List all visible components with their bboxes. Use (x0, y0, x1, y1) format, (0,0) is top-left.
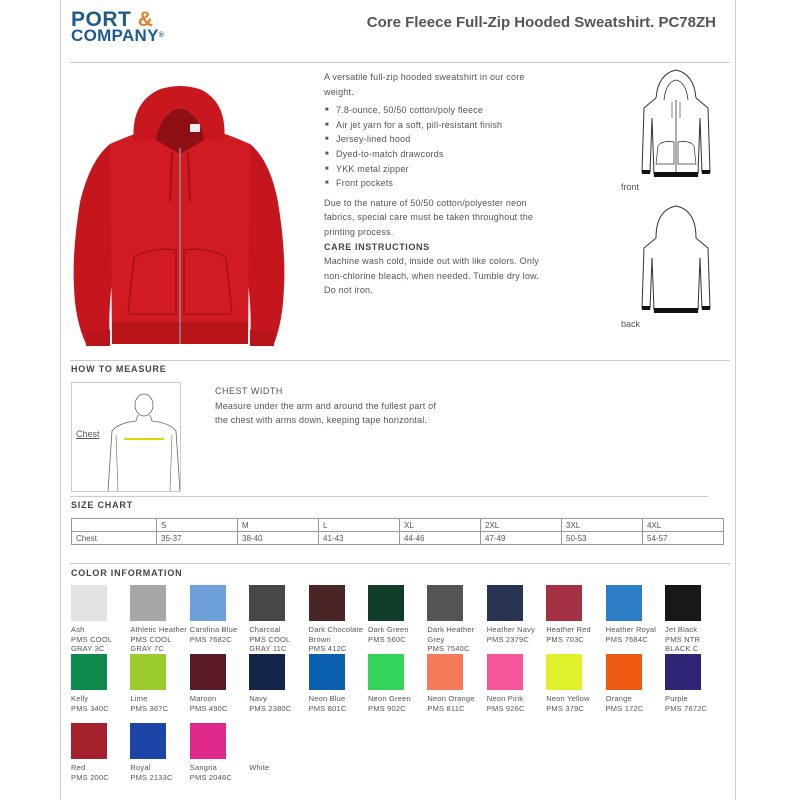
color-name: Neon Yellow (546, 694, 590, 703)
color-name: Ash (71, 625, 85, 634)
color-name: Heather Royal (605, 625, 657, 634)
color-label (427, 625, 489, 654)
color-label (130, 763, 192, 782)
color-pms: PMS 200C (71, 772, 109, 782)
color-pms: PMS 703C (546, 634, 585, 644)
color-swatch (487, 585, 523, 621)
back-label: back (621, 319, 641, 329)
back-flat-sketch (640, 204, 712, 318)
color-label (546, 625, 608, 644)
how-to-measure-title: HOW TO MEASURE (71, 364, 167, 374)
color-name: Maroon (189, 694, 217, 703)
divider (70, 360, 730, 361)
color-label (249, 763, 311, 773)
color-name: Neon Green (368, 694, 411, 703)
color-swatch (309, 654, 345, 690)
color-pms: PMS 2046C (189, 772, 233, 782)
color-pms: PMS 2133C (130, 772, 173, 782)
color-swatch (71, 723, 107, 759)
color-name: Red (71, 763, 86, 772)
color-name: Orange (605, 694, 632, 703)
size-header: XL (400, 519, 481, 532)
color-info-title: COLOR INFORMATION (71, 568, 183, 578)
color-name: Kelly (71, 694, 89, 703)
product-description (324, 70, 552, 298)
color-pms: PMS 902C (368, 703, 406, 713)
size-value: 35-37 (157, 532, 238, 545)
front-flat-sketch (640, 68, 712, 182)
size-value: 41-43 (319, 532, 400, 545)
product-image (72, 82, 288, 354)
color-swatch (427, 585, 463, 621)
color-swatch (368, 585, 404, 621)
color-swatch (249, 654, 285, 690)
color-pms: PMS 7672C (665, 703, 708, 713)
color-swatch (427, 654, 463, 690)
color-name: Dark Green (368, 625, 409, 634)
color-pms: PMS 412C (308, 644, 347, 654)
size-header: 2XL (481, 519, 562, 532)
color-pms: PMS 811C (427, 703, 465, 713)
measure-instructions (215, 384, 440, 428)
color-label (309, 625, 371, 654)
color-name: Heather Red (546, 625, 591, 634)
feature-item: ■ Jersey-lined hood (324, 132, 552, 147)
color-swatch (71, 654, 107, 690)
neon-care-note: Due to the nature of 50/50 cotton/polyester neon fabrics, special care must be taken throughout the printing process. (324, 197, 534, 237)
feature-item: ■ Front pockets (324, 176, 552, 191)
color-label (190, 694, 252, 713)
feature-item: ■ Dyed-to-match drawcords (324, 147, 552, 162)
chest-figure-label: Chest (76, 429, 100, 439)
color-name: White (249, 763, 270, 772)
color-name: Athletic Heather (130, 625, 187, 634)
logo-amp: & (137, 8, 154, 31)
color-swatch (487, 654, 523, 690)
color-swatch (190, 585, 226, 621)
color-pms: PMS NTR BLACK C (665, 634, 701, 654)
size-value: 50-53 (562, 532, 643, 545)
color-swatch (546, 654, 582, 690)
color-swatch (368, 654, 404, 690)
color-label (71, 763, 133, 782)
color-pms: PMS COOL GRAY 3C (71, 634, 112, 654)
color-label (71, 694, 133, 713)
color-name: Neon Orange (427, 694, 475, 703)
color-name: Navy (249, 694, 268, 703)
color-label (130, 694, 192, 713)
feature-item: ■ Air jet yarn for a soft, pill-resistant finish (324, 118, 552, 133)
color-swatch (665, 654, 701, 690)
color-label (368, 694, 430, 713)
color-pms: PMS 7540C (427, 644, 470, 654)
color-name: Heather Navy (486, 625, 536, 634)
color-swatch (130, 723, 166, 759)
color-name: Neon Blue (308, 694, 346, 703)
size-header: 3XL (562, 519, 643, 532)
color-label (249, 625, 311, 654)
logo-line2: COMPANY (71, 26, 159, 45)
color-swatch (71, 585, 107, 621)
feature-item: ■ 7.8-ounce, 50/50 cotton/poly fleece (324, 103, 552, 118)
header-divider (70, 62, 730, 63)
color-pms: PMS 926C (486, 703, 525, 713)
color-pms: PMS 560C (368, 634, 406, 644)
color-pms: PMS COOL GRAY 7C (130, 634, 172, 654)
color-label (665, 694, 727, 713)
color-pms: PMS 7684C (605, 634, 648, 644)
care-title: CARE INSTRUCTIONS (324, 241, 430, 252)
color-pms: PMS 379C (546, 703, 585, 713)
color-swatch (665, 585, 701, 621)
logo-reg: ® (158, 32, 165, 39)
feature-item: ■ YKK metal zipper (324, 162, 552, 177)
size-value: 54-57 (643, 532, 724, 545)
color-label (487, 625, 549, 644)
table-cell (72, 519, 157, 532)
color-swatch (190, 654, 226, 690)
color-label (665, 625, 727, 654)
size-header-row (72, 519, 724, 532)
size-header: L (319, 519, 400, 532)
color-name: Sangria (189, 763, 218, 772)
size-chart-table (71, 518, 724, 545)
size-value: 44-46 (400, 532, 481, 545)
color-swatch (606, 654, 642, 690)
color-pms: PMS 801C (308, 703, 347, 713)
color-swatch (130, 654, 166, 690)
logo-line1: PORT (71, 8, 132, 31)
size-value: 47-49 (481, 532, 562, 545)
color-swatch (546, 585, 582, 621)
color-name: Purple (665, 694, 688, 703)
color-label (546, 694, 608, 713)
chest-width-heading: CHEST WIDTH (215, 386, 283, 396)
chest-width-text: Measure under the arm and around the fullest part of the chest with arms down, keeping tape horizontal. (215, 400, 437, 425)
color-label (427, 694, 489, 713)
size-header: S (157, 519, 238, 532)
color-swatch (249, 723, 285, 759)
color-label (606, 694, 668, 713)
color-pms: PMS 340C (71, 703, 109, 713)
color-label (309, 694, 371, 713)
color-name: Lime (130, 694, 148, 703)
front-label: front (621, 182, 640, 192)
color-name: Dark Heather Grey (427, 625, 475, 644)
color-pms: PMS COOL GRAY 11C (249, 634, 291, 654)
care-text: Machine wash cold, inside out with like colors. Only non-chlorine bleach, when needed. Tumble dry low. Do not iron. (324, 256, 539, 296)
description-intro: A versatile full-zip hooded sweatshirt in our core weight. (324, 72, 525, 97)
color-name: Neon Pink (486, 694, 524, 703)
measure-figure (71, 382, 181, 492)
color-swatch (606, 585, 642, 621)
chest-row (72, 532, 724, 545)
color-name: Dark Chocolate Brown (308, 625, 364, 644)
color-label (190, 763, 252, 782)
size-chart-title: SIZE CHART (71, 500, 133, 510)
size-header: 4XL (643, 519, 724, 532)
product-title: Core Fleece Full-Zip Hooded Sweatshirt. PC78ZH (366, 14, 716, 31)
size-value: 38-40 (238, 532, 319, 545)
color-pms: PMS 7682C (189, 634, 233, 644)
color-label (487, 694, 549, 713)
color-swatch (190, 723, 226, 759)
color-swatch (130, 585, 166, 621)
color-pms: PMS 172C (605, 703, 644, 713)
brand-logo (71, 8, 165, 45)
color-pms: PMS 490C (189, 703, 228, 713)
size-header: M (238, 519, 319, 532)
color-label (606, 625, 668, 644)
color-name: Charcoal (249, 625, 281, 634)
color-label (130, 625, 192, 654)
color-label (249, 694, 311, 713)
color-label (71, 625, 133, 654)
row-label: Chest (72, 532, 157, 545)
color-swatch (249, 585, 285, 621)
color-pms: PMS 2379C (486, 634, 530, 644)
color-label (190, 625, 252, 644)
color-name: Jet Black (665, 625, 698, 634)
color-swatch (309, 585, 345, 621)
divider (70, 496, 708, 497)
feature-list (324, 103, 552, 191)
color-name: Carolina Blue (189, 625, 238, 634)
color-pms: PMS 2380C (249, 703, 292, 713)
color-name: Royal (130, 763, 151, 772)
color-label (368, 625, 430, 644)
color-pms: PMS 367C (130, 703, 169, 713)
divider (70, 563, 730, 564)
